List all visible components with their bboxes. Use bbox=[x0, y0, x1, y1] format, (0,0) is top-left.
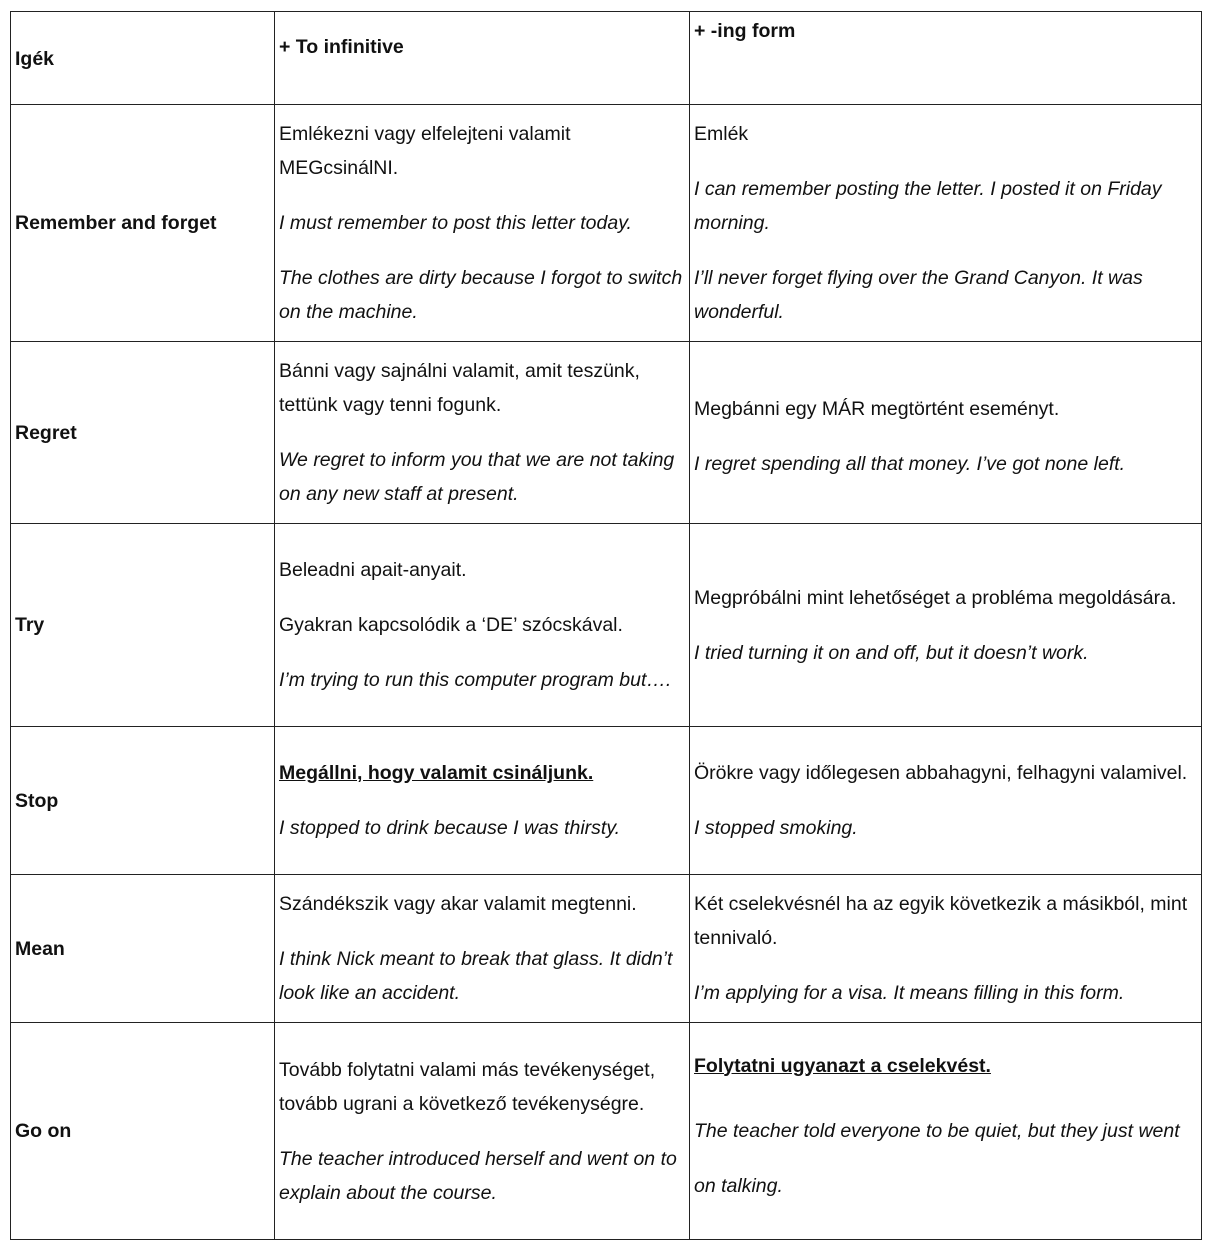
example: I’m trying to run this computer program but…. bbox=[279, 669, 672, 691]
example: I stopped smoking. bbox=[694, 817, 858, 839]
table-row bbox=[11, 105, 1202, 342]
meaning: Szándékszik vagy akar valamit megtenni. bbox=[279, 893, 637, 915]
example: I stopped to drink because I was thirsty. bbox=[279, 817, 621, 839]
table-row bbox=[11, 727, 1202, 875]
infinitive-cell bbox=[275, 524, 690, 727]
verb-cell: Remember and forget bbox=[11, 105, 275, 342]
example: I must remember to post this letter today. bbox=[279, 212, 632, 234]
verb-cell: Mean bbox=[11, 875, 275, 1023]
infinitive-cell bbox=[275, 1023, 690, 1240]
infinitive-cell bbox=[275, 342, 690, 524]
meaning: Megpróbálni mint lehetőséget a probléma megoldására. bbox=[694, 586, 1177, 609]
meaning: Örökre vagy időlegesen abbahagyni, felhagyni valamivel. bbox=[694, 762, 1188, 784]
example: I think Nick meant to break that glass. It didn’t look like an accident. bbox=[279, 948, 673, 1004]
verb-cell: Go on bbox=[11, 1023, 275, 1240]
example: I regret spending all that money. I’ve got none left. bbox=[694, 453, 1126, 475]
header-to-infinitive: + To infinitive bbox=[275, 12, 690, 105]
example: We regret to inform you that we are not taking on any new staff at present. bbox=[279, 449, 675, 505]
ing-cell bbox=[690, 524, 1202, 727]
table-row bbox=[11, 1023, 1202, 1240]
meaning: Folytatni ugyanazt a cselekvést. bbox=[694, 1054, 991, 1077]
verb-cell: Stop bbox=[11, 727, 275, 875]
note: Gyakran kapcsolódik a ‘DE’ szócskával. bbox=[279, 614, 623, 636]
table-row bbox=[11, 524, 1202, 727]
header-row bbox=[11, 12, 1202, 105]
meaning: Megállni, hogy valamit csináljunk. bbox=[279, 762, 594, 784]
example: I can remember posting the letter. I posted it on Friday morning. bbox=[694, 178, 1162, 234]
ing-cell bbox=[690, 1023, 1202, 1240]
example: I’ll never forget flying over the Grand Canyon. It was wonderful. bbox=[694, 267, 1143, 323]
ing-cell bbox=[690, 875, 1202, 1023]
example: I’m applying for a visa. It means filling in this form. bbox=[694, 982, 1125, 1004]
infinitive-cell bbox=[275, 875, 690, 1023]
meaning: Megbánni egy MÁR megtörtént eseményt. bbox=[694, 398, 1060, 420]
meaning: Emlékezni vagy elfelejteni valamit MEGcsinálNI. bbox=[279, 123, 571, 179]
infinitive-cell bbox=[275, 105, 690, 342]
meaning: Beleadni apait-anyait. bbox=[279, 559, 467, 581]
example: I tried turning it on and off, but it doesn’t work. bbox=[694, 641, 1089, 664]
header-verbs: Igék bbox=[11, 12, 275, 105]
meaning: Emlék bbox=[694, 123, 749, 145]
verb-pattern-table bbox=[10, 11, 1202, 1240]
ing-cell bbox=[690, 727, 1202, 875]
ing-cell bbox=[690, 105, 1202, 342]
meaning: Bánni vagy sajnálni valamit, amit teszünk, tettünk vagy tenni fogunk. bbox=[279, 360, 640, 416]
example: The teacher introduced herself and went on to explain about the course. bbox=[279, 1147, 677, 1204]
verb-cell: Regret bbox=[11, 342, 275, 524]
table-row bbox=[11, 342, 1202, 524]
infinitive-cell bbox=[275, 727, 690, 875]
table-row bbox=[11, 875, 1202, 1023]
verb-cell: Try bbox=[11, 524, 275, 727]
meaning: Két cselekvésnél ha az egyik következik a másikból, mint tennivaló. bbox=[694, 893, 1188, 949]
example: The teacher told everyone to be quiet, but they just went on talking. bbox=[694, 1119, 1180, 1197]
meaning: Tovább folytatni valami más tevékenységet, tovább ugrani a következő tevékenységre. bbox=[279, 1058, 656, 1115]
header-ing-form: + -ing form bbox=[690, 12, 1202, 105]
example: The clothes are dirty because I forgot to switch on the machine. bbox=[279, 267, 683, 323]
ing-cell bbox=[690, 342, 1202, 524]
